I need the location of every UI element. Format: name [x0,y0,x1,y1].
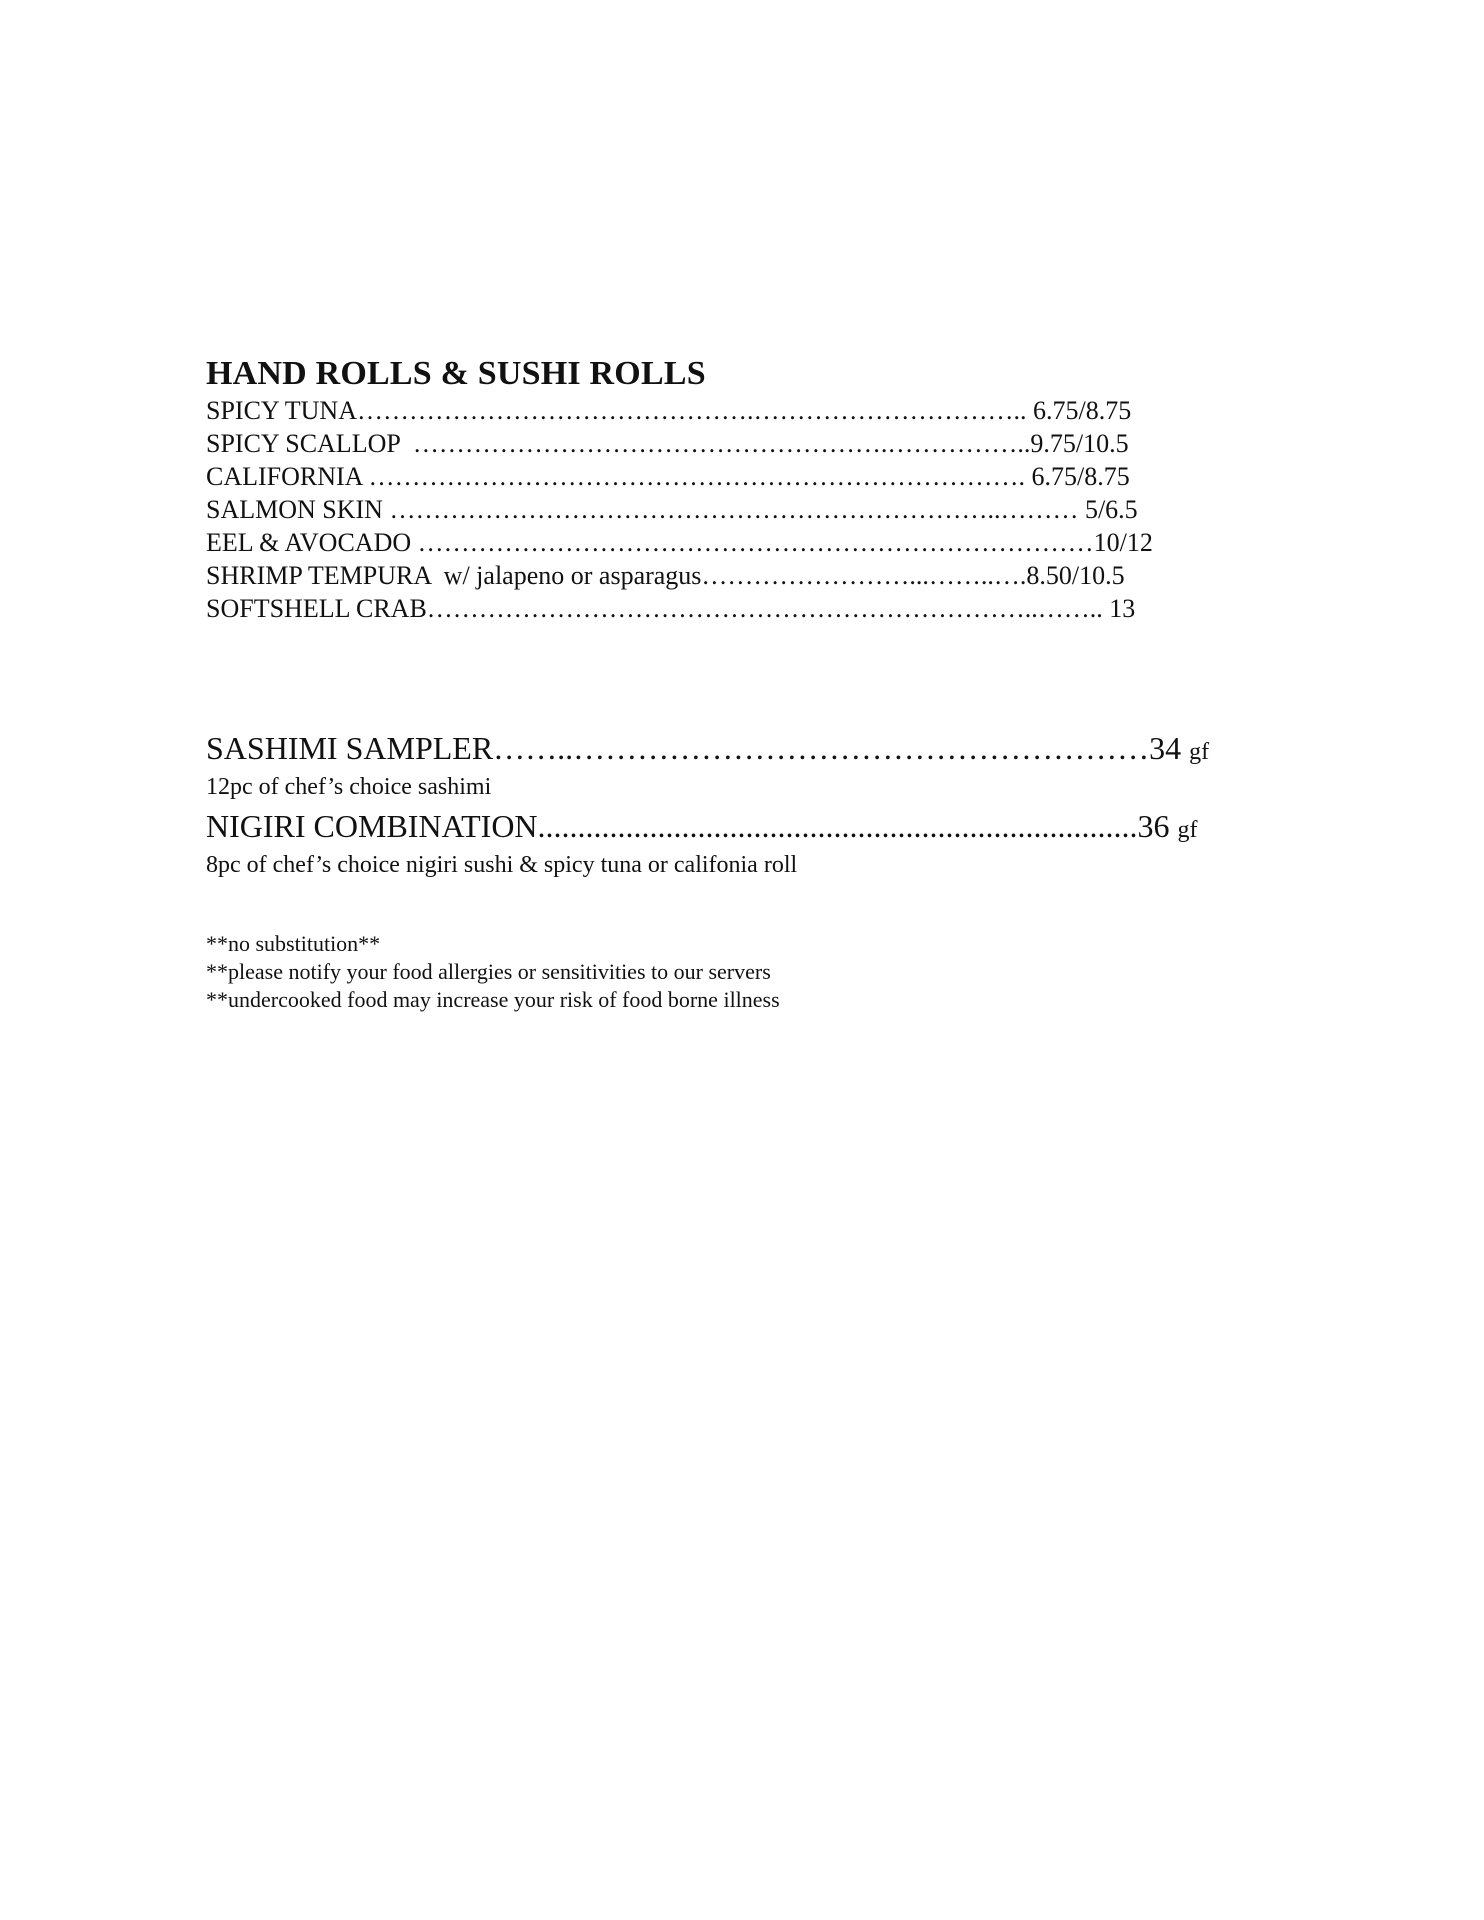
special-line: SASHIMI SAMPLER……..………………………………………………34 [206,730,1182,766]
section-title: HAND ROLLS & SUSHI ROLLS [206,355,706,392]
rolls-list [206,394,1276,625]
special-description: 12pc of chef’s choice sashimi [206,774,492,800]
hand-rolls-section [206,354,1276,625]
special-sashimi-sampler [206,728,1276,772]
menu-item-shrimp-tempura: SHRIMP TEMPURA w/ jalapeno or asparagus……………………...……..….8.50/10.5 [206,561,1125,590]
menu-item-eel-avocado: EEL & AVOCADO ……………………………………………………………………10/12 [206,528,1153,557]
note-undercooked: **undercooked food may increase your risk of food borne illness [206,987,780,1012]
menu-item-spicy-tuna: SPICY TUNA……………………………………….………………………….. 6.75/8.75 [206,396,1132,425]
menu-item-spicy-scallop: SPICY SCALLOP ……………………………………………….……………..9.75/10.5 [206,429,1129,458]
menu-item-softshell-crab: SOFTSHELL CRAB……………………………………………………………..…….. 13 [206,594,1136,623]
special-line: NIGIRI COMBINATION...........................................................................36 [206,808,1170,844]
note-no-substitution: **no substitution** [206,931,381,956]
gluten-free-badge: gf [1177,817,1198,843]
special-description: 8pc of chef’s choice nigiri sushi & spicy tuna or califonia roll [206,852,798,878]
special-nigiri-combination [206,806,1276,850]
gluten-free-badge: gf [1189,739,1210,765]
menu-item-salmon-skin: SALMON SKIN ……………………………………………………………..……… 5/6.5 [206,495,1138,524]
note-allergies: **please notify your food allergies or sensitivities to our servers [206,959,771,984]
notes-section [206,930,1206,1014]
menu-item-california: CALIFORNIA …………………………………………………………………. 6.75/8.75 [206,462,1130,491]
specials-section [206,728,1276,884]
